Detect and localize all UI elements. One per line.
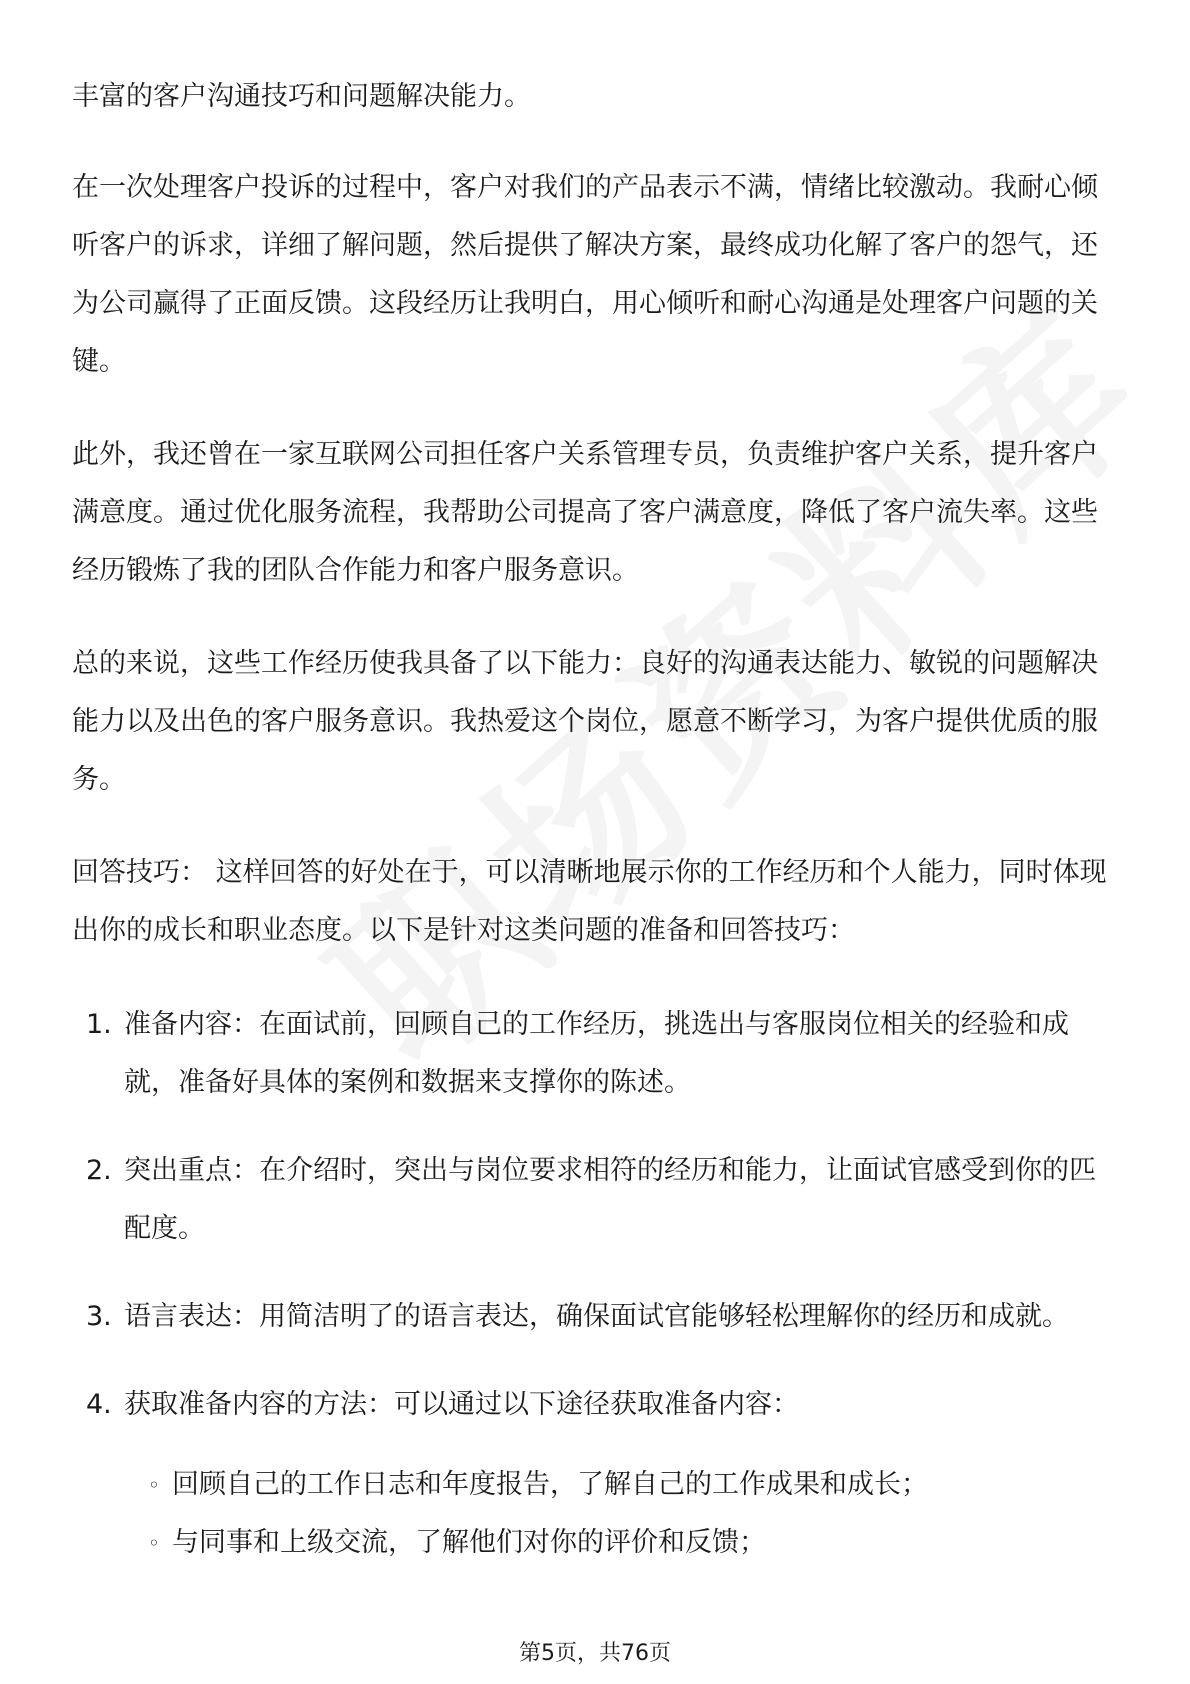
list-item bbox=[72, 1376, 1122, 1572]
list-item-text: 语言表达：用简洁明了的语言表达，确保面试官能够轻松理解你的经历和成就。 bbox=[124, 1301, 1069, 1332]
paragraph-3: 此外，我还曾在一家互联网公司担任客户关系管理专员，负责维护客户关系，提升客户满意度。通过优化服务流程，我帮助公司提高了客户满意度，降低了客户流失率。这些经历锻炼了我的团队合作能力和客户服务意识。 bbox=[72, 439, 1098, 586]
list-item-number: 3. bbox=[86, 1301, 112, 1332]
list-item-number: 1. bbox=[86, 1009, 112, 1040]
sub-list-item bbox=[124, 1514, 1122, 1572]
paragraph-4: 总的来说，这些工作经历使我具备了以下能力：良好的沟通表达能力、敏锐的问题解决能力以及出色的客户服务意识。我热爱这个岗位，愿意不断学习，为客户提供优质的服务。 bbox=[72, 648, 1098, 795]
list-item-text: 突出重点：在介绍时，突出与岗位要求相符的经历和能力，让面试官感受到你的匹配度。 bbox=[124, 1155, 1096, 1244]
document-body bbox=[72, 68, 1122, 1602]
hollow-bullet-icon: ◦ bbox=[148, 1473, 160, 1497]
sub-bullet-list bbox=[124, 1456, 1122, 1572]
list-item-text: 获取准备内容的方法：可以通过以下途径获取准备内容： bbox=[124, 1389, 799, 1420]
list-item bbox=[72, 1142, 1122, 1258]
list-item-number: 2. bbox=[86, 1155, 112, 1186]
tips-numbered-list bbox=[72, 996, 1122, 1572]
sub-list-item-text: 回顾自己的工作日志和年度报告，了解自己的工作成果和成长； bbox=[172, 1469, 928, 1500]
list-item-text: 准备内容：在面试前，回顾自己的工作经历，挑选出与客服岗位相关的经验和成就，准备好具体的案例和数据来支撑你的陈述。 bbox=[124, 1009, 1069, 1098]
hollow-bullet-icon: ◦ bbox=[148, 1531, 160, 1555]
sub-list-item bbox=[124, 1456, 1122, 1514]
sub-list-item-text: 与同事和上级交流，了解他们对你的评价和反馈； bbox=[172, 1527, 766, 1558]
page-footer: 第5页，共76页 bbox=[519, 1641, 671, 1666]
paragraph-1: 丰富的客户沟通技巧和问题解决能力。 bbox=[72, 81, 531, 112]
list-item bbox=[72, 996, 1122, 1112]
paragraph-2: 在一次处理客户投诉的过程中，客户对我们的产品表示不满，情绪比较激动。我耐心倾听客户的诉求，详细了解问题，然后提供了解决方案，最终成功化解了客户的怨气，还为公司赢得了正面反馈。这段经历让我明白，用心倾听和耐心沟通是处理客户问题的关键。 bbox=[72, 172, 1098, 377]
list-item-number: 4. bbox=[86, 1389, 112, 1420]
list-item bbox=[72, 1288, 1122, 1346]
answer-tips-paragraph: 回答技巧： 这样回答的好处在于，可以清晰地展示你的工作经历和个人能力，同时体现出你的成长和职业态度。以下是针对这类问题的准备和回答技巧： bbox=[72, 857, 1107, 946]
